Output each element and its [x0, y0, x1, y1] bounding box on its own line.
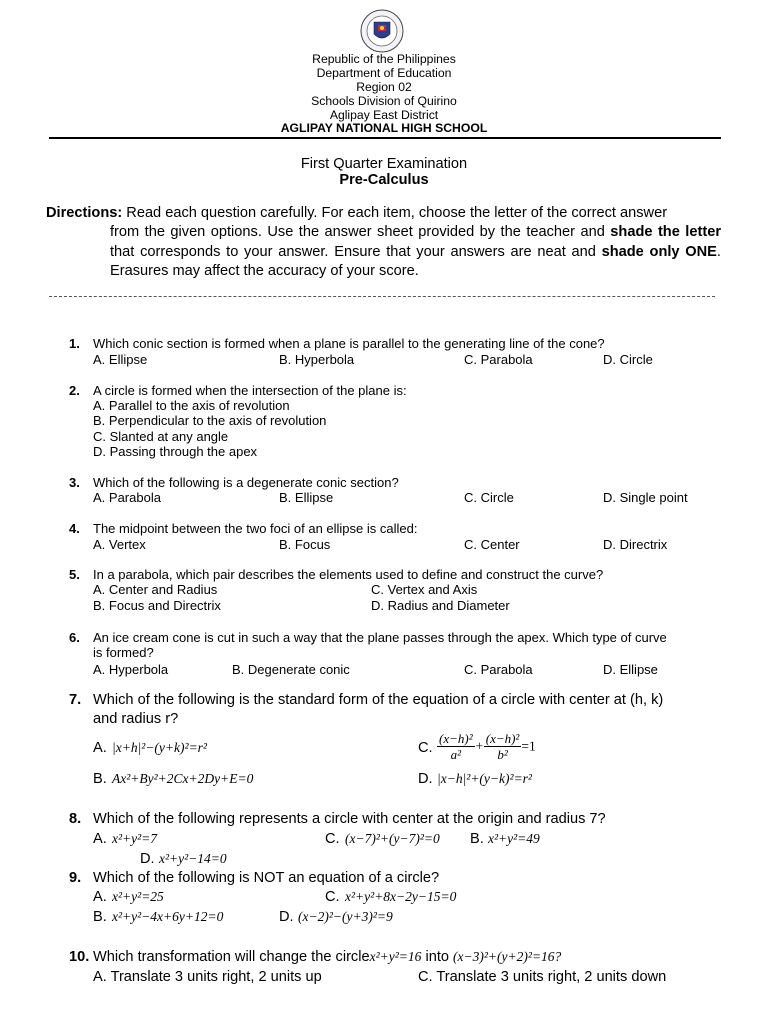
q8-option-d-label: D. — [140, 851, 155, 867]
q7-c-fraction-2: $\frac{\text{(x−h)²}}{\text{b²}}$ — [485, 731, 520, 762]
q4-option-a: A. Vertex — [93, 537, 146, 552]
q1-text: Which conic section is formed when a plane is parallel to the generating line of the cone? — [93, 336, 605, 351]
q5-option-c: C. Vertex and Axis — [371, 582, 478, 597]
q4-option-c: C. Center — [464, 537, 520, 552]
q7-c-fraction-1: $\frac{\text{(x−h)²}}{\text{a²}}$ — [439, 731, 473, 762]
q7-number: 7. — [69, 692, 82, 708]
directions-text-1: Read each question carefully. For each item, choose the letter of the correct answer — [122, 205, 668, 221]
q7-option-b-label: B. — [93, 771, 107, 787]
q2-option-b: B. Perpendicular to the axis of revolution — [93, 413, 327, 428]
q5-option-d: D. Radius and Diameter — [371, 598, 510, 613]
q9-option-c-equation: x²+y²+8x−2y−15=0 — [345, 889, 457, 904]
q6-option-b: B. Degenerate conic — [232, 662, 350, 677]
q7-option-d-label: D. — [418, 771, 433, 787]
q5-number: 5. — [69, 567, 80, 582]
q9-option-b-label: B. — [93, 909, 107, 925]
q2-number: 2. — [69, 383, 80, 398]
q10-option-a: A. Translate 3 units right, 2 units up — [93, 969, 322, 985]
q8-option-d-equation: x²+y²−14=0 — [159, 851, 227, 866]
q2-option-c: C. Slanted at any angle — [93, 429, 229, 444]
q8-text: Which of the following represents a circle with center at the origin and radius 7? — [93, 811, 606, 827]
q6-option-c: C. Parabola — [464, 662, 533, 677]
q3-option-a: A. Parabola — [93, 490, 161, 505]
q6-text-line-2: is formed? — [93, 645, 154, 660]
directions-bold-2: shade only ONE — [601, 243, 717, 260]
q7-option-a-equation: |x+h|²−(y+k)²=r² — [112, 740, 207, 755]
q7-option-a-label: A. — [93, 740, 107, 756]
directions — [46, 204, 721, 281]
q7-option-c-label: C. — [418, 740, 433, 756]
q5-text: In a parabola, which pair describes the elements used to define and construct the curve? — [93, 567, 604, 582]
q9-option-d-label: D. — [279, 909, 294, 925]
q3-option-d: D. Single point — [603, 490, 688, 505]
directions-label: Directions: — [46, 205, 123, 221]
q7-text-line-2: and radius r? — [93, 711, 179, 727]
directions-text-4: . Erasures may affect the accuracy of your score. — [110, 243, 721, 279]
q4-option-b: B. Focus — [279, 537, 331, 552]
q5-option-b: B. Focus and Directrix — [93, 598, 221, 613]
q8-option-b-equation: x²+y²=49 — [488, 831, 540, 846]
q8-option-a-label: A. — [93, 831, 107, 847]
header-line-2: Department of Education — [316, 66, 452, 80]
q7-text-line-1: Which of the following is the standard form of the equation of a circle with center at (h, k) — [93, 692, 664, 708]
q1-option-b: B. Hyperbola — [279, 352, 355, 367]
q8-option-c-equation: (x−7)²+(y−7)²=0 — [345, 831, 440, 846]
q3-text: Which of the following is a degenerate conic section? — [93, 475, 399, 490]
q8-option-a-equation: x²+y²=7 — [112, 831, 158, 846]
directions-text-3: that corresponds to your answer. Ensure that your answers are neat and — [110, 243, 602, 260]
directions-text-2: from the given options. Use the answer sheet provided by the teacher and — [110, 224, 611, 241]
q5-option-a: A. Center and Radius — [93, 582, 218, 597]
directions-bold-1: shade the letter — [610, 224, 721, 241]
school-name: AGLIPAY NATIONAL HIGH SCHOOL — [280, 121, 488, 135]
q9-text: Which of the following is NOT an equation of a circle? — [93, 870, 440, 886]
q1-option-c: C. Parabola — [464, 352, 533, 367]
q10-option-c: C. Translate 3 units right, 2 units down — [418, 969, 667, 985]
q9-option-a-label: A. — [93, 889, 107, 905]
q7-option-c-equation: $\frac{\text{(x−h)²}}{\text{a²}}$ + $\frac{\text{(x−h)²}}{\text{b²}}$ =1 — [439, 731, 536, 762]
q7-option-b-equation: Ax²+By²+2Cx+2Dy+E=0 — [112, 771, 254, 786]
q10-text: Which transformation will change the circlex²+y²=16 into (x−3)²+(y+2)²=16? — [93, 949, 562, 965]
q9-option-c-label: C. — [325, 889, 340, 905]
q9-option-d-equation: (x−2)²−(y+3)²=9 — [298, 909, 393, 924]
q6-option-a: A. Hyperbola — [93, 662, 169, 677]
q4-number: 4. — [69, 521, 80, 536]
q6-option-d: D. Ellipse — [603, 662, 658, 677]
q6-text-line-1: An ice cream cone is cut in such a way that the plane passes through the apex. Which type of curve — [93, 630, 667, 645]
q8-number: 8. — [69, 811, 82, 827]
q1-option-d: D. Circle — [603, 352, 653, 367]
header-line-4: Schools Division of Quirino — [311, 94, 457, 108]
q2-option-d: D. Passing through the apex — [93, 444, 258, 459]
exam-subject: Pre-Calculus — [339, 172, 429, 188]
header-divider — [49, 137, 721, 139]
q8-option-b-label: B. — [470, 831, 484, 847]
q9-number: 9. — [69, 870, 82, 886]
q4-option-d: D. Directrix — [603, 537, 668, 552]
q2-option-a: A. Parallel to the axis of revolution — [93, 398, 290, 413]
q1-number: 1. — [69, 336, 80, 351]
q1-option-a: A. Ellipse — [93, 352, 148, 367]
q3-option-b: B. Ellipse — [279, 490, 334, 505]
q8-option-c-label: C. — [325, 831, 340, 847]
section-divider — [49, 296, 715, 297]
q4-text: The midpoint between the two foci of an ellipse is called: — [93, 521, 418, 536]
q2-text: A circle is formed when the intersection of the plane is: — [93, 383, 407, 398]
q3-option-c: C. Circle — [464, 490, 514, 505]
header-line-1: Republic of the Philippines — [312, 52, 456, 66]
q9-option-a-equation: x²+y²=25 — [112, 889, 164, 904]
header-line-5: Aglipay East District — [329, 108, 439, 122]
q6-number: 6. — [69, 630, 80, 645]
q9-option-b-equation: x²+y²−4x+6y+12=0 — [112, 909, 224, 924]
exam-title: First Quarter Examination — [300, 156, 468, 172]
q3-number: 3. — [69, 475, 80, 490]
q7-option-d-equation: |x−h|²+(y−k)²=r² — [437, 771, 532, 786]
q10-number: 10. — [69, 949, 90, 965]
header-line-3: Region 02 — [356, 80, 412, 94]
deped-seal-logo — [357, 8, 407, 54]
